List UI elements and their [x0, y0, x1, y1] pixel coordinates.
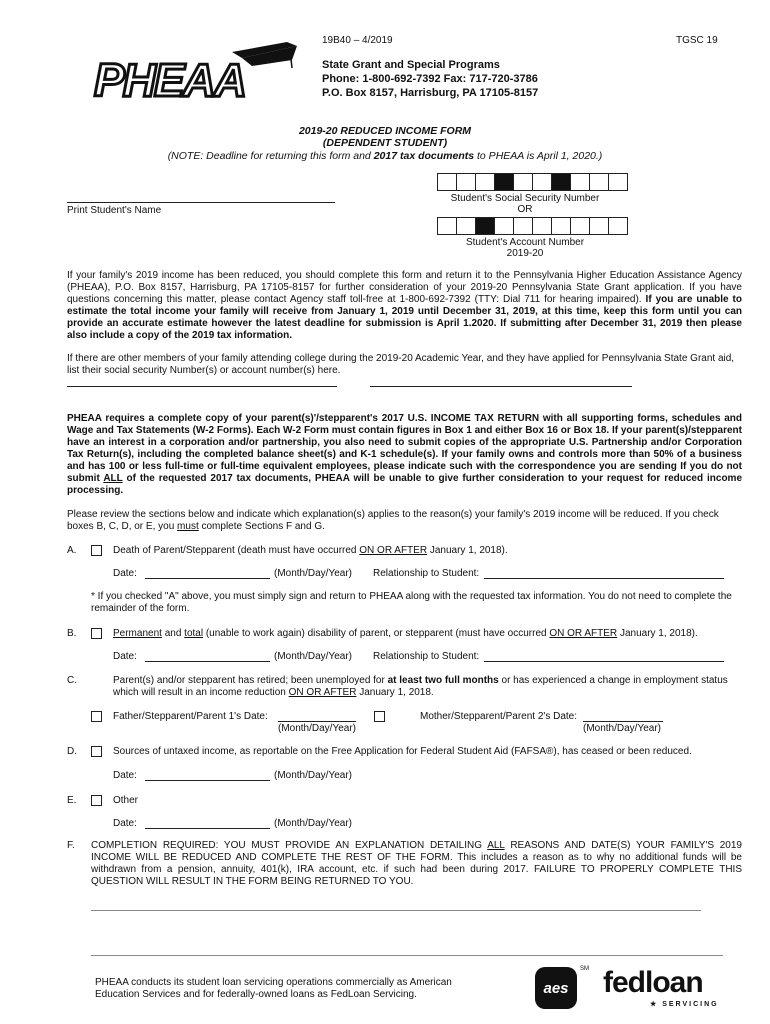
- instructions-paragraph: [67, 509, 742, 533]
- b-date-label: Date:: [113, 651, 137, 662]
- deadline-note: [0, 150, 770, 162]
- section-a-letter: A.: [67, 545, 77, 556]
- section-d-checkbox[interactable]: [91, 746, 102, 757]
- account-digit-box[interactable]: [456, 217, 476, 235]
- a-date-field[interactable]: [145, 567, 270, 579]
- b-relationship-label: Relationship to Student:: [373, 651, 480, 662]
- section-a-note: * If you checked "A" above, you must simply sign and return to PHEAA along with the requested tax information. You do not need to complete the remainder of the form.: [91, 591, 732, 614]
- ssn-label-block: [420, 193, 630, 215]
- b-mdy: (Month/Day/Year): [274, 651, 352, 662]
- section-b-letter: B.: [67, 628, 77, 639]
- ssn-boxes[interactable]: [437, 173, 627, 191]
- ssn-digit-box[interactable]: [475, 173, 495, 191]
- family-member-field-2[interactable]: [370, 386, 632, 387]
- pheaa-logo-graphic: [92, 38, 302, 108]
- tax-req-all: ALL: [103, 473, 123, 484]
- section-f-text: [91, 840, 742, 888]
- ssn-digit-box[interactable]: [570, 173, 590, 191]
- family-member-field-1[interactable]: [67, 386, 337, 387]
- footer-line2: Education Services and for federally-owned loans as FedLoan Servicing.: [95, 989, 417, 1000]
- d-date-field[interactable]: [145, 769, 270, 781]
- account-digit-box[interactable]: [532, 217, 552, 235]
- a-post: January 1, 2018).: [427, 545, 508, 556]
- account-digit-box[interactable]: [475, 217, 495, 235]
- tax-req-a: PHEAA requires a complete copy of your parent(s)'/stepparent's 2017 U.S. INCOME TAX RETURN with all supporting forms, schedules and Wage and Tax Statements (W-2 Forms). Each W-2 Form must contain figures in Box 1 and either Box 16 or Box 18. If your parent(s)/stepparent have an interest in a corporation and/or partnership, you also need to submit copies of the appropriate U.S. Partnership and/or Corporation Tax Return(s), including the completed balance sheet(s) and K-1 schedule(s). If your family owns and controls more than 50% of a business and has 100 or less full-time or full-time equivalent employees, please indicate such with the correspondence you are sending If you do not submit: [67, 413, 742, 484]
- section-c-text: [113, 675, 742, 699]
- b-mid2: (unable to work again) disability of parent, or stepparent (must have occurred: [203, 628, 550, 639]
- title-line2: (DEPENDENT STUDENT): [322, 137, 448, 149]
- c-mid: or has experienced a change in employment status which will result in an income reduction: [113, 675, 728, 698]
- b-u2: total: [184, 628, 204, 639]
- a-relationship-field[interactable]: [484, 567, 724, 579]
- account-digit-box[interactable]: [437, 217, 457, 235]
- section-c-letter: C.: [67, 675, 77, 686]
- b-mid1: and: [161, 628, 185, 639]
- account-digit-box[interactable]: [608, 217, 628, 235]
- tax-requirements-paragraph: [67, 413, 742, 497]
- ssn-digit-box[interactable]: [589, 173, 609, 191]
- student-name-label: Print Student's Name: [67, 205, 162, 216]
- c-father-mdy: (Month/Day/Year): [278, 723, 356, 734]
- account-label: Student's Account Number: [465, 237, 585, 248]
- e-date-field[interactable]: [145, 817, 270, 829]
- note-pre: (NOTE: Deadline for returning this form and: [167, 150, 374, 162]
- ssn-digit-box[interactable]: [513, 173, 533, 191]
- f-u: ALL: [487, 840, 505, 851]
- ssn-label: Student's Social Security Number: [450, 193, 600, 204]
- org-line2: Phone: 1-800-692-7392 Fax: 717-720-3786: [322, 73, 538, 85]
- c-u: ON OR AFTER: [288, 687, 357, 698]
- section-d-letter: D.: [67, 746, 77, 757]
- aes-sm-mark: SM: [580, 966, 589, 972]
- instr-a: Please review the sections below and indicate which explanation(s) applies to the reason(s) your family's 2019 income will be reduced. If you check boxes B, C, D, or E, you: [67, 509, 719, 532]
- title-line1: 2019-20 REDUCED INCOME FORM: [298, 125, 472, 137]
- d-date-label: Date:: [113, 770, 137, 781]
- note-bold: 2017 tax documents: [373, 150, 475, 162]
- c-mother-mdy: (Month/Day/Year): [583, 723, 661, 734]
- ssn-digit-box[interactable]: [551, 173, 571, 191]
- f-explanation-line[interactable]: [91, 910, 701, 911]
- f-post: REASONS AND DATE(S) YOUR FAMILY'S 2019 INCOME WILL BE REDUCED AND COMPLETE THE REST OF THE FORM. This includes a reason as to why no additional funds will be withdrawn from a pension, annuity, 401(k), IRA account, etc. if such had been during 2017. FAILURE TO PROPERLY COMPLETE THIS QUESTION WILL RESULT IN THE FORM BEING RETURNED TO YOU.: [91, 840, 742, 887]
- tax-req-b: of the requested 2017 tax documents, PHEAA will be unable to give further consideration to your request for reduced income processing.: [67, 473, 743, 496]
- org-info: [322, 58, 538, 100]
- ssn-digit-box[interactable]: [437, 173, 457, 191]
- account-digit-box[interactable]: [494, 217, 514, 235]
- d-mdy: (Month/Day/Year): [274, 770, 352, 781]
- a-u: ON OR AFTER: [359, 545, 428, 556]
- section-e-text: Other: [113, 795, 139, 806]
- svg-text:PHEAA: PHEAA: [94, 54, 246, 106]
- c-father-date-field[interactable]: [278, 710, 356, 722]
- b-end: January 1, 2018).: [617, 628, 698, 639]
- a-date-label: Date:: [113, 568, 137, 579]
- pheaa-logo: [92, 38, 302, 108]
- ssn-digit-box[interactable]: [608, 173, 628, 191]
- instr-b: complete Sections F and G.: [198, 521, 325, 532]
- student-name-field[interactable]: [67, 188, 335, 203]
- note-post: to PHEAA is April 1, 2020.): [474, 150, 603, 162]
- e-date-label: Date:: [113, 818, 137, 829]
- c-pre: Parent(s) and/or stepparent has retired; been unemployed for: [113, 675, 388, 686]
- org-line1: State Grant and Special Programs: [322, 59, 500, 71]
- section-b-text: [113, 628, 698, 639]
- b-u1: Permanent: [113, 628, 162, 639]
- intro-normal: If your family's 2019 income has been reduced, you should complete this form and return it to the Pennsylvania Higher Education Assistance Agency (PHEAA), P.O. Box 8157, Harrisburg, PA 17105-8157 for further consideration of your 2019-20 Pennsylvania State Grant application. If you have questions concerning this matter, please contact Agency staff toll-free at 1-800-692-7392 (TTY: Dial 711 for hearing impaired).: [67, 270, 742, 305]
- b-date-field[interactable]: [145, 650, 270, 662]
- aes-logo: [535, 967, 577, 1009]
- aes-logo-text: aes: [543, 979, 569, 997]
- c-mother-label: Mother/Stepparent/Parent 2's Date:: [420, 711, 577, 722]
- family-members-paragraph: If there are other members of your family attending college during the 2019-20 Academic Year, and they have applied for Pennsylvania State Grant aid, list their social security Number(s) or account number(s) here.: [67, 353, 735, 376]
- a-mdy: (Month/Day/Year): [274, 568, 352, 579]
- section-d-text: Sources of untaxed income, as reportable on the Free Application for Federal Student Aid (FAFSA®), has ceased or been reduced.: [113, 746, 692, 757]
- account-digit-box[interactable]: [551, 217, 571, 235]
- footer-text: [95, 977, 452, 1001]
- c-mother-checkbox[interactable]: [374, 711, 385, 722]
- fedloan-servicing: ★ SERVICING: [650, 1001, 719, 1008]
- instr-must: must: [177, 521, 199, 532]
- section-e-checkbox[interactable]: [91, 795, 102, 806]
- e-mdy: (Month/Day/Year): [274, 818, 352, 829]
- intro-paragraph: [67, 270, 742, 342]
- a-pre: Death of Parent/Stepparent (death must have occurred: [113, 545, 360, 556]
- intro-bold: If you are unable to estimate the total income your family will receive from January 1, 2019 until December 31, 2019, at this time, keep this form until you can provide an accurate estimate however the latest deadline for submission is April 1.2020. If submitting after December 31, 2019 then please also include a copy of the 2019 tax information.: [67, 294, 742, 341]
- form-title: [0, 125, 770, 149]
- form-id: TGSC 19: [676, 35, 718, 46]
- c-bold: at least two full months: [387, 675, 499, 686]
- c-end: January 1, 2018.: [356, 687, 434, 698]
- account-digit-box[interactable]: [589, 217, 609, 235]
- b-u3: ON OR AFTER: [549, 628, 618, 639]
- ssn-digit-box[interactable]: [494, 173, 514, 191]
- footer-line1: PHEAA conducts its student loan servicing operations commercially as American: [95, 977, 452, 988]
- section-a-text: [113, 545, 508, 556]
- b-relationship-field[interactable]: [484, 650, 724, 662]
- or-label: OR: [517, 204, 533, 215]
- footer-divider: [91, 955, 723, 956]
- form-code: 19B40 – 4/2019: [322, 35, 393, 46]
- section-b-checkbox[interactable]: [91, 628, 102, 639]
- section-e-letter: E.: [67, 795, 77, 806]
- c-father-checkbox[interactable]: [91, 711, 102, 722]
- account-boxes[interactable]: [437, 217, 627, 235]
- fedloan-logo: fedloan: [603, 966, 703, 999]
- f-pre: COMPLETION REQUIRED: YOU MUST PROVIDE AN EXPLANATION DETAILING: [91, 840, 488, 851]
- section-a-checkbox[interactable]: [91, 545, 102, 556]
- account-digit-box[interactable]: [570, 217, 590, 235]
- c-father-label: Father/Stepparent/Parent 1's Date:: [113, 711, 268, 722]
- account-label-block: [420, 237, 630, 259]
- account-year: 2019-20: [506, 248, 544, 259]
- a-relationship-label: Relationship to Student:: [373, 568, 480, 579]
- org-line3: P.O. Box 8157, Harrisburg, PA 17105-8157: [322, 87, 539, 99]
- c-mother-date-field[interactable]: [583, 710, 663, 722]
- ssn-digit-box[interactable]: [456, 173, 476, 191]
- account-digit-box[interactable]: [513, 217, 533, 235]
- section-f-letter: F.: [67, 840, 75, 851]
- ssn-digit-box[interactable]: [532, 173, 552, 191]
